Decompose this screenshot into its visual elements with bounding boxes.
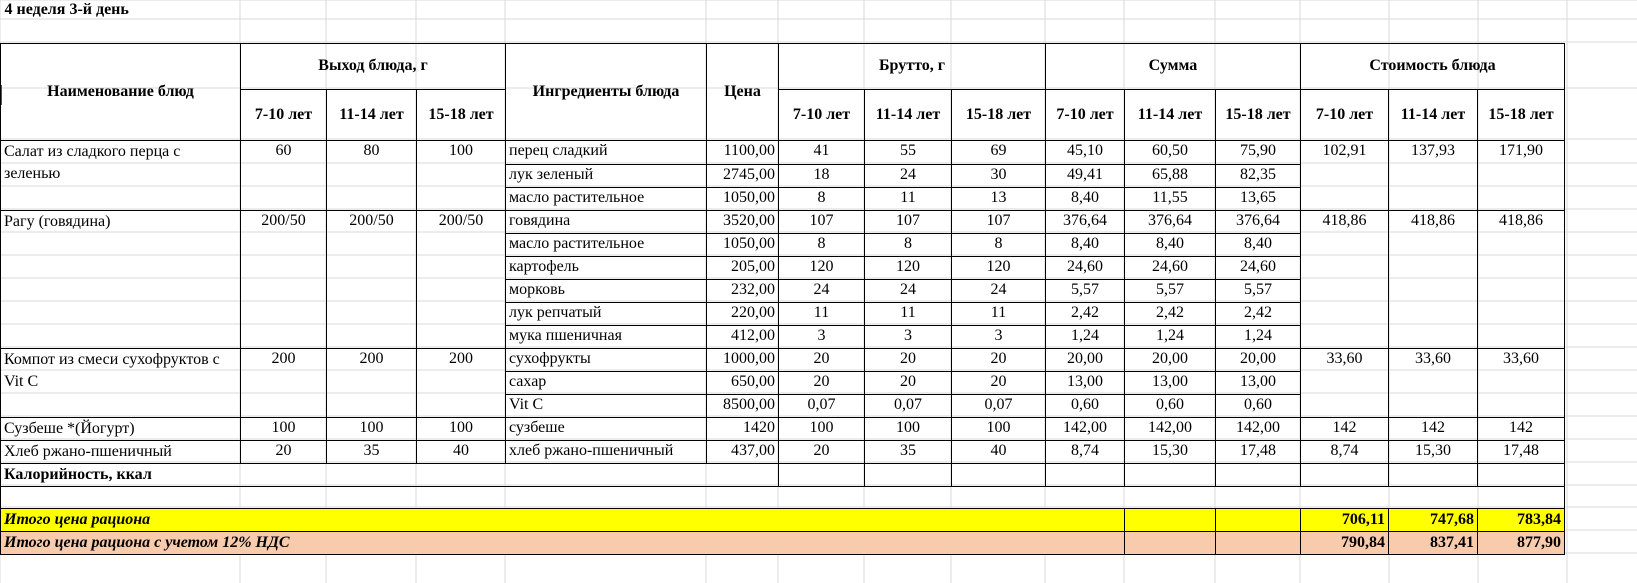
ingredient-row bbox=[1, 440, 1565, 463]
dish-cost[interactable]: 418,86 bbox=[1301, 210, 1389, 348]
dish-output[interactable]: 200/50 bbox=[417, 210, 506, 348]
empty-cell[interactable] bbox=[865, 0, 952, 20]
ingredient-sum[interactable]: 142,00 bbox=[1046, 417, 1125, 440]
ingredient-gross[interactable]: 120 bbox=[952, 256, 1046, 279]
ingredient-gross[interactable]: 0,07 bbox=[952, 394, 1046, 417]
ingredient-sum[interactable]: 20,00 bbox=[1046, 348, 1125, 371]
dish-cost[interactable]: 142 bbox=[1478, 417, 1565, 440]
ingredient-sum[interactable]: 82,35 bbox=[1216, 164, 1301, 187]
ingredient-sum[interactable]: 24,60 bbox=[1125, 256, 1216, 279]
calories-cell[interactable] bbox=[1125, 463, 1216, 486]
empty-cell[interactable] bbox=[241, 20, 327, 43]
dish-output[interactable]: 80 bbox=[327, 140, 417, 210]
dish-cost[interactable]: 33,60 bbox=[1301, 348, 1389, 417]
ingredient-price[interactable]: 650,00 bbox=[707, 371, 779, 394]
empty-cell[interactable] bbox=[1046, 0, 1125, 20]
total-label[interactable]: Итого цена рациона с учетом 12% НДС bbox=[1, 531, 1125, 554]
ingredient-sum[interactable]: 20,00 bbox=[1125, 348, 1216, 371]
ingredient-sum[interactable]: 376,64 bbox=[1216, 210, 1301, 233]
empty-cell[interactable] bbox=[1046, 20, 1125, 43]
calories-cell[interactable] bbox=[865, 463, 952, 486]
header-gross-age[interactable]: 7-10 лет bbox=[779, 89, 865, 140]
header-output-age[interactable]: 7-10 лет bbox=[241, 89, 327, 140]
dish-output[interactable]: 40 bbox=[417, 440, 506, 463]
dish-name[interactable]: Компот из смеси сухофруктов с Vit C bbox=[1, 348, 241, 417]
empty-cell[interactable] bbox=[1301, 0, 1389, 20]
dish-output[interactable]: 100 bbox=[417, 417, 506, 440]
ingredient-gross[interactable]: 100 bbox=[952, 417, 1046, 440]
calories-label[interactable]: Калорийность, ккал bbox=[1, 463, 779, 486]
ingredient-gross[interactable]: 3 bbox=[779, 325, 865, 348]
dish-cost[interactable]: 102,91 bbox=[1301, 140, 1389, 210]
ingredient-gross[interactable]: 100 bbox=[779, 417, 865, 440]
ingredient-price[interactable]: 232,00 bbox=[707, 279, 779, 302]
ingredient-sum[interactable]: 8,40 bbox=[1216, 233, 1301, 256]
dish-output[interactable]: 200/50 bbox=[327, 210, 417, 348]
ingredient-price[interactable]: 2745,00 bbox=[707, 164, 779, 187]
dish-output[interactable]: 100 bbox=[417, 140, 506, 210]
calories-cell[interactable] bbox=[1389, 463, 1478, 486]
empty-row-cell[interactable] bbox=[1, 486, 1565, 508]
ingredient-sum[interactable]: 24,60 bbox=[1216, 256, 1301, 279]
header-gross[interactable]: Брутто, г bbox=[779, 43, 1046, 89]
ingredient-gross[interactable]: 8 bbox=[779, 233, 865, 256]
calories-cell[interactable] bbox=[1301, 463, 1389, 486]
dish-name[interactable]: Сузбеше *(Йогурт) bbox=[1, 417, 241, 440]
empty-cell[interactable] bbox=[1125, 0, 1216, 20]
ingredient-price[interactable]: 8500,00 bbox=[707, 394, 779, 417]
ingredient-sum[interactable]: 2,42 bbox=[1125, 302, 1216, 325]
ingredient-gross[interactable]: 24 bbox=[779, 279, 865, 302]
ingredient-name[interactable]: хлеб ржано-пшеничный bbox=[506, 440, 707, 463]
ingredient-name[interactable]: масло растительное bbox=[506, 187, 707, 210]
ingredient-sum[interactable]: 8,74 bbox=[1046, 440, 1125, 463]
ingredient-sum[interactable]: 142,00 bbox=[1125, 417, 1216, 440]
dish-cost[interactable]: 33,60 bbox=[1389, 348, 1478, 417]
ingredient-sum[interactable]: 8,40 bbox=[1046, 233, 1125, 256]
ingredient-sum[interactable]: 20,00 bbox=[1216, 348, 1301, 371]
ingredient-row bbox=[1, 348, 1565, 371]
calories-cell[interactable] bbox=[1216, 463, 1301, 486]
header-cost[interactable]: Стоимость блюда bbox=[1301, 43, 1565, 89]
empty-cell[interactable] bbox=[1216, 20, 1301, 43]
ingredient-gross[interactable]: 18 bbox=[779, 164, 865, 187]
title-row bbox=[1, 0, 1565, 20]
empty-cell[interactable] bbox=[1389, 20, 1478, 43]
ingredient-name[interactable]: лук зеленый bbox=[506, 164, 707, 187]
empty-cell[interactable] bbox=[952, 0, 1046, 20]
empty-cell[interactable] bbox=[707, 0, 779, 20]
ingredient-gross[interactable]: 3 bbox=[865, 325, 952, 348]
empty-cell[interactable] bbox=[1389, 0, 1478, 20]
ingredient-name[interactable]: сахар bbox=[506, 371, 707, 394]
calories-cell[interactable] bbox=[952, 463, 1046, 486]
ingredient-gross[interactable]: 11 bbox=[865, 187, 952, 210]
ingredient-gross[interactable]: 0,07 bbox=[779, 394, 865, 417]
ingredient-name[interactable]: Vit C bbox=[506, 394, 707, 417]
empty-cell[interactable] bbox=[1125, 20, 1216, 43]
ingredient-sum[interactable]: 17,48 bbox=[1216, 440, 1301, 463]
dish-output[interactable]: 60 bbox=[241, 140, 327, 210]
ingredient-name[interactable]: масло растительное bbox=[506, 233, 707, 256]
ingredient-price[interactable]: 220,00 bbox=[707, 302, 779, 325]
ingredient-price[interactable]: 1050,00 bbox=[707, 233, 779, 256]
ingredient-row bbox=[1, 210, 1565, 233]
dish-output[interactable]: 35 bbox=[327, 440, 417, 463]
ingredient-price[interactable]: 205,00 bbox=[707, 256, 779, 279]
header-output-age[interactable]: 11-14 лет bbox=[327, 89, 417, 140]
ingredient-gross[interactable]: 13 bbox=[952, 187, 1046, 210]
ingredient-gross[interactable]: 11 bbox=[779, 302, 865, 325]
ingredient-price[interactable]: 1050,00 bbox=[707, 187, 779, 210]
ingredient-sum[interactable]: 2,42 bbox=[1046, 302, 1125, 325]
blank-row bbox=[1, 486, 1565, 508]
total-value[interactable]: 783,84 bbox=[1478, 508, 1565, 531]
ingredient-sum[interactable]: 8,40 bbox=[1125, 233, 1216, 256]
ingredient-gross[interactable]: 8 bbox=[779, 187, 865, 210]
ingredient-price[interactable]: 412,00 bbox=[707, 325, 779, 348]
ingredient-sum[interactable]: 11,55 bbox=[1125, 187, 1216, 210]
empty-cell[interactable] bbox=[1478, 0, 1565, 20]
ingredient-sum[interactable]: 376,64 bbox=[1125, 210, 1216, 233]
dish-cost[interactable]: 142 bbox=[1389, 417, 1478, 440]
ingredient-gross[interactable]: 100 bbox=[865, 417, 952, 440]
ingredient-sum[interactable]: 60,50 bbox=[1125, 140, 1216, 164]
empty-cell[interactable] bbox=[1301, 20, 1389, 43]
dish-cost[interactable]: 137,93 bbox=[1389, 140, 1478, 210]
ingredient-row bbox=[1, 140, 1565, 164]
ingredient-sum[interactable]: 5,57 bbox=[1216, 279, 1301, 302]
total-row bbox=[1, 531, 1565, 554]
ingredient-price[interactable]: 1000,00 bbox=[707, 348, 779, 371]
ingredient-gross[interactable]: 107 bbox=[865, 210, 952, 233]
ingredient-gross[interactable]: 20 bbox=[865, 371, 952, 394]
ingredient-sum[interactable]: 5,57 bbox=[1125, 279, 1216, 302]
dish-cost[interactable]: 171,90 bbox=[1478, 140, 1565, 210]
dish-cost[interactable]: 418,86 bbox=[1389, 210, 1478, 348]
empty-cell[interactable] bbox=[506, 20, 707, 43]
total-empty[interactable] bbox=[1216, 531, 1301, 554]
empty-cell[interactable] bbox=[707, 20, 779, 43]
calories-cell[interactable] bbox=[1478, 463, 1565, 486]
ingredient-sum[interactable]: 0,60 bbox=[1046, 394, 1125, 417]
dish-cost[interactable]: 418,86 bbox=[1478, 210, 1565, 348]
ingredient-sum[interactable]: 49,41 bbox=[1046, 164, 1125, 187]
ingredient-name[interactable]: сузбеше bbox=[506, 417, 707, 440]
ingredient-sum[interactable]: 1,24 bbox=[1125, 325, 1216, 348]
ingredient-sum[interactable]: 13,00 bbox=[1216, 371, 1301, 394]
dish-cost[interactable]: 17,48 bbox=[1478, 440, 1565, 463]
ingredient-gross[interactable]: 24 bbox=[952, 279, 1046, 302]
ingredient-gross[interactable]: 20 bbox=[779, 348, 865, 371]
ingredient-gross[interactable]: 30 bbox=[952, 164, 1046, 187]
empty-cell[interactable] bbox=[1, 20, 241, 43]
ingredient-gross[interactable]: 11 bbox=[952, 302, 1046, 325]
ingredient-name[interactable]: лук репчатый bbox=[506, 302, 707, 325]
header-sum[interactable]: Сумма bbox=[1046, 43, 1301, 89]
header-gross-age[interactable]: 15-18 лет bbox=[952, 89, 1046, 140]
dish-cost[interactable]: 8,74 bbox=[1301, 440, 1389, 463]
dish-output[interactable]: 200 bbox=[417, 348, 506, 417]
empty-cell[interactable] bbox=[327, 20, 417, 43]
empty-cell[interactable] bbox=[779, 0, 865, 20]
ingredient-sum[interactable]: 2,42 bbox=[1216, 302, 1301, 325]
header-sum-age[interactable]: 7-10 лет bbox=[1046, 89, 1125, 140]
ingredient-name[interactable]: говядина bbox=[506, 210, 707, 233]
ingredient-name[interactable]: перец сладкий bbox=[506, 140, 707, 164]
ingredient-gross[interactable]: 55 bbox=[865, 140, 952, 164]
total-row bbox=[1, 508, 1565, 531]
ingredient-gross[interactable]: 24 bbox=[865, 164, 952, 187]
total-value[interactable]: 877,90 bbox=[1478, 531, 1565, 554]
ingredient-sum[interactable]: 8,40 bbox=[1046, 187, 1125, 210]
ingredient-gross[interactable]: 11 bbox=[865, 302, 952, 325]
empty-cell[interactable] bbox=[1216, 0, 1301, 20]
ingredient-price[interactable]: 3520,00 bbox=[707, 210, 779, 233]
ingredient-gross[interactable]: 8 bbox=[865, 233, 952, 256]
empty-cell[interactable] bbox=[865, 20, 952, 43]
total-value[interactable]: 790,84 bbox=[1301, 531, 1389, 554]
dish-cost[interactable]: 33,60 bbox=[1478, 348, 1565, 417]
ingredient-sum[interactable]: 1,24 bbox=[1216, 325, 1301, 348]
ingredient-gross[interactable]: 120 bbox=[865, 256, 952, 279]
total-empty[interactable] bbox=[1125, 508, 1216, 531]
ingredient-sum[interactable]: 13,00 bbox=[1125, 371, 1216, 394]
ingredient-sum[interactable]: 13,00 bbox=[1046, 371, 1125, 394]
header-sum-age[interactable]: 15-18 лет bbox=[1216, 89, 1301, 140]
ingredient-gross[interactable]: 35 bbox=[865, 440, 952, 463]
ingredient-sum[interactable]: 1,24 bbox=[1046, 325, 1125, 348]
total-value[interactable]: 837,41 bbox=[1389, 531, 1478, 554]
ingredient-name[interactable]: мука пшеничная bbox=[506, 325, 707, 348]
ingredient-gross[interactable]: 20 bbox=[779, 371, 865, 394]
sheet-title[interactable]: 4 неделя 3-й день bbox=[4, 1, 129, 18]
calories-cell[interactable] bbox=[1046, 463, 1125, 486]
header-cost-age[interactable]: 11-14 лет bbox=[1389, 89, 1478, 140]
empty-cell[interactable] bbox=[1478, 20, 1565, 43]
gap-row bbox=[1, 20, 1565, 43]
empty-cell[interactable] bbox=[417, 20, 506, 43]
ingredient-gross[interactable]: 120 bbox=[779, 256, 865, 279]
ingredient-sum[interactable]: 0,60 bbox=[1216, 394, 1301, 417]
dish-output[interactable]: 100 bbox=[241, 417, 327, 440]
ingredient-price[interactable]: 1100,00 bbox=[707, 140, 779, 164]
ingredient-sum[interactable]: 13,65 bbox=[1216, 187, 1301, 210]
calories-row bbox=[1, 463, 1565, 486]
dish-output[interactable]: 200 bbox=[241, 348, 327, 417]
ingredient-price[interactable]: 1420 bbox=[707, 417, 779, 440]
ingredient-sum[interactable]: 75,90 bbox=[1216, 140, 1301, 164]
ingredient-sum[interactable]: 65,88 bbox=[1125, 164, 1216, 187]
ingredient-gross[interactable]: 20 bbox=[779, 440, 865, 463]
header-row-1 bbox=[1, 43, 1565, 89]
ingredient-gross[interactable]: 107 bbox=[779, 210, 865, 233]
ingredient-sum[interactable]: 15,30 bbox=[1125, 440, 1216, 463]
ingredient-gross[interactable]: 41 bbox=[779, 140, 865, 164]
header-cost-age[interactable]: 7-10 лет bbox=[1301, 89, 1389, 140]
header-output[interactable]: Выход блюда, г bbox=[241, 43, 506, 89]
ingredient-gross[interactable]: 24 bbox=[865, 279, 952, 302]
ingredient-price[interactable]: 437,00 bbox=[707, 440, 779, 463]
total-value[interactable]: 706,11 bbox=[1301, 508, 1389, 531]
empty-cell[interactable] bbox=[779, 20, 865, 43]
ingredient-sum[interactable]: 376,64 bbox=[1046, 210, 1125, 233]
ingredient-gross[interactable]: 20 bbox=[865, 348, 952, 371]
header-cost-age[interactable]: 15-18 лет bbox=[1478, 89, 1565, 140]
header-sum-age[interactable]: 11-14 лет bbox=[1125, 89, 1216, 140]
dish-cost[interactable]: 15,30 bbox=[1389, 440, 1478, 463]
ingredient-gross[interactable]: 3 bbox=[952, 325, 1046, 348]
dish-name[interactable]: Салат из сладкого перца с зеленью bbox=[1, 140, 241, 210]
ingredient-gross[interactable]: 40 bbox=[952, 440, 1046, 463]
ingredient-row bbox=[1, 417, 1565, 440]
header-ingredients[interactable]: Ингредиенты блюда bbox=[506, 43, 707, 140]
total-label[interactable]: Итого цена рациона bbox=[1, 508, 1125, 531]
total-value[interactable]: 747,68 bbox=[1389, 508, 1478, 531]
header-output-age[interactable]: 15-18 лет bbox=[417, 89, 506, 140]
ingredient-name[interactable]: морковь bbox=[506, 279, 707, 302]
ingredient-gross[interactable]: 20 bbox=[952, 371, 1046, 394]
ingredient-gross[interactable]: 0,07 bbox=[865, 394, 952, 417]
ingredient-gross[interactable]: 20 bbox=[952, 348, 1046, 371]
ingredient-gross[interactable]: 8 bbox=[952, 233, 1046, 256]
ingredient-name[interactable]: сухофрукты bbox=[506, 348, 707, 371]
dish-name[interactable]: Хлеб ржано-пшеничный bbox=[1, 440, 241, 463]
ingredient-sum[interactable]: 142,00 bbox=[1216, 417, 1301, 440]
calories-cell[interactable] bbox=[779, 463, 865, 486]
dish-output[interactable]: 20 bbox=[241, 440, 327, 463]
header-dish-name[interactable]: Наименование блюд bbox=[1, 43, 241, 140]
header-gross-age[interactable]: 11-14 лет bbox=[865, 89, 952, 140]
ingredient-gross[interactable]: 69 bbox=[952, 140, 1046, 164]
dish-output[interactable]: 200 bbox=[327, 348, 417, 417]
ingredient-gross[interactable]: 107 bbox=[952, 210, 1046, 233]
empty-cell[interactable] bbox=[952, 20, 1046, 43]
ingredient-name[interactable]: картофель bbox=[506, 256, 707, 279]
dish-cost[interactable]: 142 bbox=[1301, 417, 1389, 440]
total-empty[interactable] bbox=[1216, 508, 1301, 531]
ingredient-sum[interactable]: 5,57 bbox=[1046, 279, 1125, 302]
total-empty[interactable] bbox=[1125, 531, 1216, 554]
ingredient-sum[interactable]: 24,60 bbox=[1046, 256, 1125, 279]
ingredient-sum[interactable]: 0,60 bbox=[1125, 394, 1216, 417]
ingredient-sum[interactable]: 45,10 bbox=[1046, 140, 1125, 164]
dish-name[interactable]: Рагу (говядина) bbox=[1, 210, 241, 348]
dish-output[interactable]: 200/50 bbox=[241, 210, 327, 348]
header-price[interactable]: Цена bbox=[707, 43, 779, 140]
dish-output[interactable]: 100 bbox=[327, 417, 417, 440]
